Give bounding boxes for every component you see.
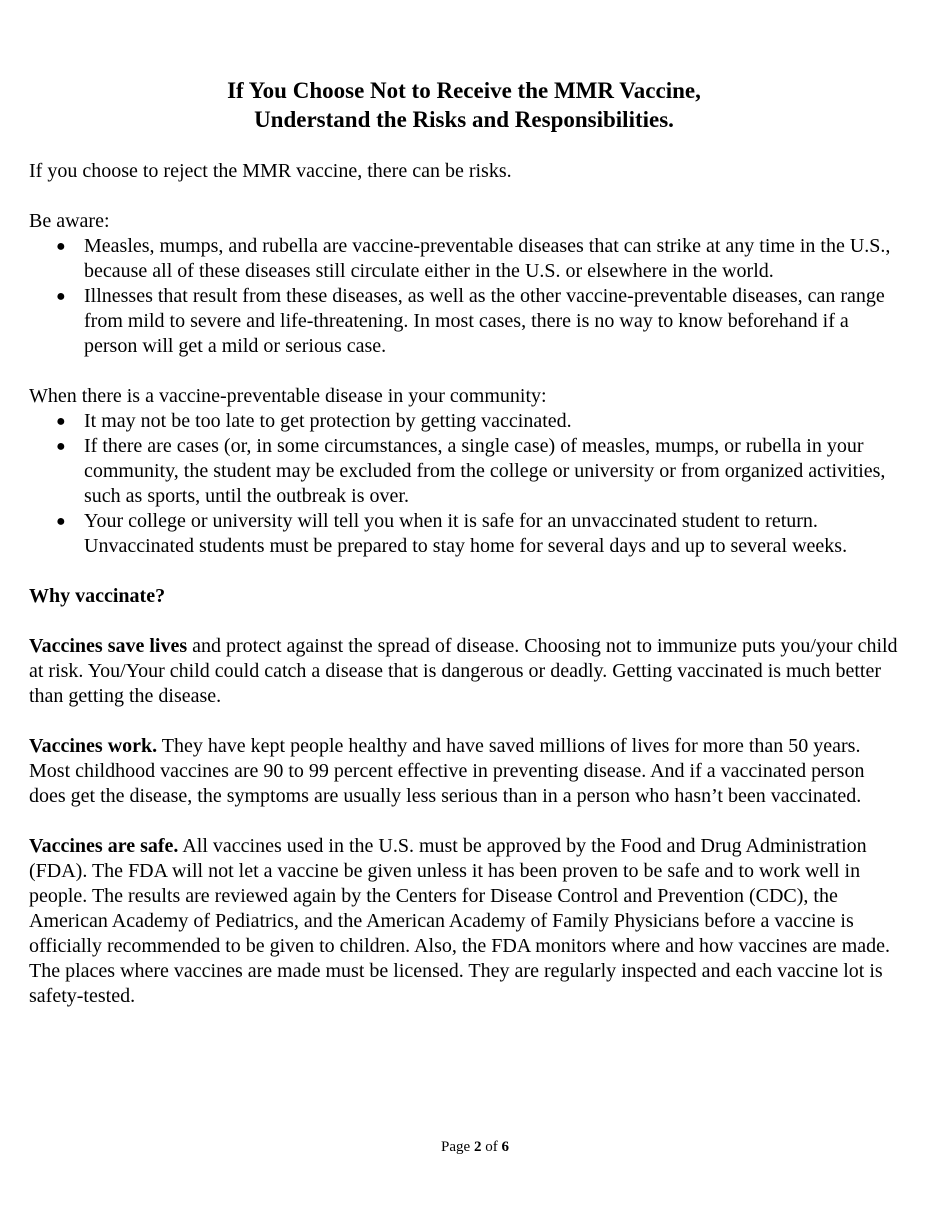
page-footer [0,1137,950,1157]
list-item: ● If there are cases (or, in some circumstances, a single case) of measles, mumps, or rubella in your community, the student may be excluded from the college or university or from organized activities, such as sports, until the outbreak is over. [56,435,886,507]
current-page-number: 2 [473,1139,482,1155]
be-aware-heading: Be aware: [29,210,110,232]
of-word: of [485,1139,498,1155]
be-aware-list [29,234,899,359]
vaccines-safe-paragraph: Vaccines are safe. All vaccines used in the U.S. must be approved by the Food and Drug Administration (FDA). The FDA will not let a vaccine be given unless it has been proven to be safe and to work well in people. The results are reviewed again by the Centers for Disease Control and Prevention (CDC), the American Academy of Pediatrics, and the American Academy of Family Physicians before a vaccine is officially recommended to be given to children. Also, the FDA monitors where and how vaccines are made. The places where vaccines are made must be licensed. They are regularly inspected and each vaccine lot is safety-tested. [29,835,891,1007]
total-pages-number: 6 [501,1139,509,1155]
list-item: ● Your college or university will tell you when it is safe for an unvaccinated student to return. Unvaccinated students must be prepared to stay home for several days and up to several weeks. [56,510,848,557]
title-line-2: Understand the Risks and Responsibilities. [254,107,674,132]
bullet-icon: ● [56,238,66,255]
page-word: Page [441,1139,471,1155]
title-line-1: If You Choose Not to Receive the MMR Vaccine, [227,78,701,103]
community-list [29,409,899,559]
vaccines-work-lead: Vaccines work. [29,735,158,757]
page-title [29,76,899,134]
list-item: ● It may not be too late to get protection by getting vaccinated. [56,410,572,432]
why-vaccinate-heading: Why vaccinate? [29,585,166,607]
bullet-icon: ● [56,413,66,430]
list-item: ● Measles, mumps, and rubella are vaccine-preventable diseases that can strike at any time in the U.S., because all of these diseases still circulate either in the U.S. or elsewhere in the world. [56,235,891,282]
save-lives-paragraph: Vaccines save lives and protect against the spread of disease. Choosing not to immunize puts you/your child at risk. You/Your child could catch a disease that is dangerous or deadly. Getting vaccinated is much better than getting the disease. [29,635,898,707]
document-page [29,76,899,1009]
intro-paragraph: If you choose to reject the MMR vaccine, there can be risks. [29,160,512,182]
vaccines-safe-lead: Vaccines are safe. [29,835,179,857]
list-item: ● Illnesses that result from these diseases, as well as the other vaccine-preventable diseases, can range from mild to severe and life-threatening. In most cases, there is no way to know beforehand if a person will get a mild or serious case. [56,285,885,357]
bullet-icon: ● [56,438,66,455]
community-heading: When there is a vaccine-preventable disease in your community: [29,385,547,407]
vaccines-work-paragraph: Vaccines work. They have kept people healthy and have saved millions of lives for more than 50 years. Most childhood vaccines are 90 to 99 percent effective in preventing disease. And if a vaccinated person does get the disease, the symptoms are usually less serious than in a person who hasn’t been vaccinated. [29,735,865,807]
bullet-icon: ● [56,288,66,305]
save-lives-lead: Vaccines save lives [29,635,188,657]
bullet-icon: ● [56,513,66,530]
